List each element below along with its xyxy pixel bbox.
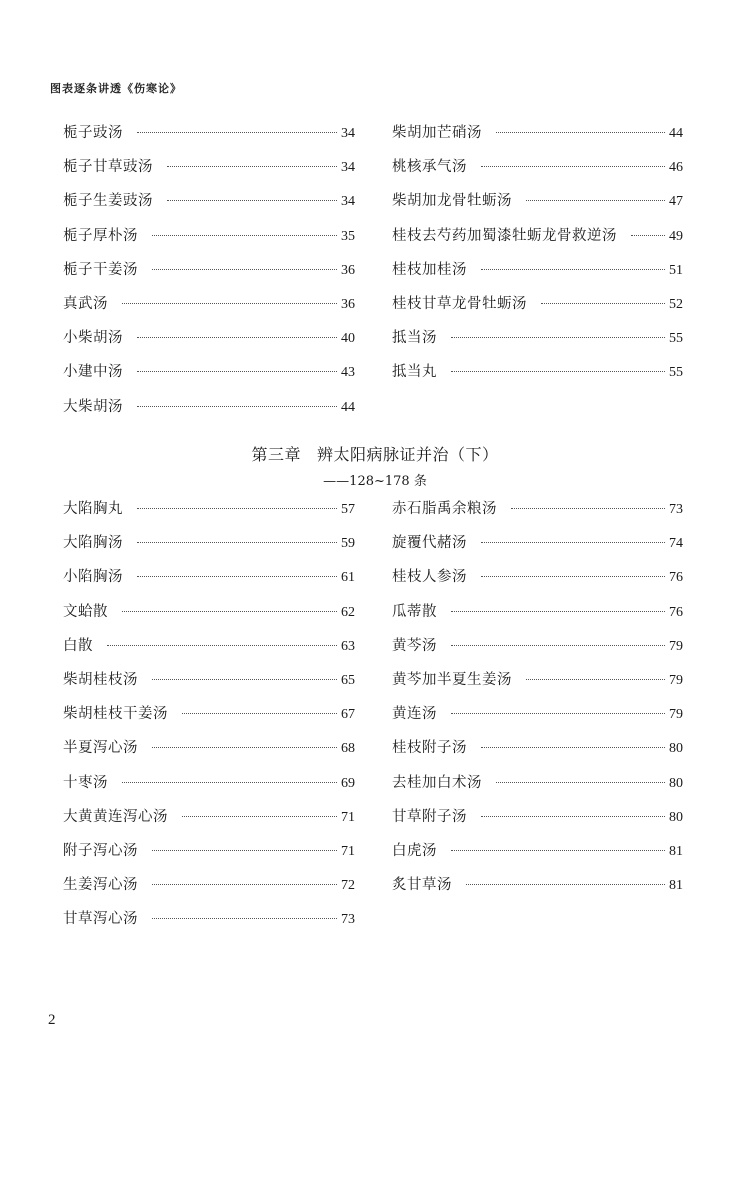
toc-entry-title: 栀子甘草豉汤 [63, 159, 153, 176]
toc-section-chapter-2-continued [63, 121, 683, 429]
toc-entry[interactable] [392, 360, 683, 394]
dot-leader [526, 200, 665, 201]
toc-entry-title: 桂枝加桂汤 [392, 261, 467, 278]
toc-entry-title: 黄芩汤 [392, 637, 437, 654]
toc-entry-title: 大陷胸丸 [63, 501, 123, 517]
toc-entry[interactable] [392, 702, 683, 736]
toc-entry-page: 72 [341, 878, 355, 894]
dot-leader [631, 235, 665, 236]
toc-entry[interactable] [63, 326, 355, 360]
dot-leader [137, 337, 337, 338]
running-header: 图表逐条讲透《伤寒论》 [50, 82, 182, 95]
toc-entry-page: 46 [669, 160, 683, 176]
toc-entry[interactable] [392, 873, 683, 907]
toc-entry-page: 71 [341, 843, 355, 859]
dot-leader [481, 576, 665, 577]
toc-entry-page: 80 [669, 741, 683, 757]
dot-leader [496, 782, 665, 783]
toc-entry[interactable] [392, 155, 683, 189]
dot-leader [137, 576, 337, 577]
dot-leader [152, 884, 337, 885]
dot-leader [137, 132, 337, 133]
toc-entry-page: 36 [341, 262, 355, 278]
toc-entry[interactable] [63, 224, 355, 258]
dot-leader [122, 611, 337, 612]
toc-entry[interactable] [392, 600, 683, 634]
toc-entry-page: 71 [341, 809, 355, 825]
toc-column-left [63, 121, 355, 429]
toc-entry-page: 36 [341, 296, 355, 312]
toc-entry-title: 去桂加白术汤 [392, 774, 482, 791]
toc-entry-page: 69 [341, 775, 355, 791]
toc-entry-page: 68 [341, 741, 355, 757]
toc-entry-page: 34 [341, 126, 355, 141]
toc-entry[interactable] [63, 395, 355, 429]
toc-entry-page: 40 [341, 331, 355, 347]
toc-entry[interactable] [63, 565, 355, 599]
toc-entry-title: 小柴胡汤 [63, 330, 123, 347]
toc-entry-title: 白散 [63, 637, 93, 654]
toc-entry-title: 白虎汤 [392, 842, 437, 859]
toc-entry-page: 47 [669, 194, 683, 210]
toc-entry-title: 附子泻心汤 [63, 842, 138, 859]
toc-entry[interactable] [63, 736, 355, 770]
dot-leader [152, 747, 337, 748]
toc-section-chapter-3 [63, 497, 683, 941]
toc-entry-page: 79 [669, 638, 683, 654]
toc-entry-page: 74 [669, 536, 683, 552]
toc-entry-title: 柴胡加芒硝汤 [392, 125, 482, 141]
chapter-title: 辨太阳病脉证并治（下） [317, 445, 499, 464]
toc-entry[interactable] [392, 189, 683, 223]
toc-entry-title: 甘草泻心汤 [63, 911, 138, 928]
toc-entry[interactable] [63, 360, 355, 394]
toc-entry[interactable] [392, 497, 683, 531]
toc-entry[interactable] [63, 702, 355, 736]
toc-entry[interactable] [392, 805, 683, 839]
toc-entry[interactable] [63, 771, 355, 805]
toc-entry-title: 柴胡桂枝干姜汤 [63, 706, 168, 723]
toc-entry-title: 栀子生姜豉汤 [63, 193, 153, 210]
dot-leader [167, 166, 337, 167]
toc-entry-page: 43 [341, 365, 355, 381]
toc-entry-title: 赤石脂禹余粮汤 [392, 501, 497, 517]
dot-leader [152, 235, 337, 236]
toc-entry[interactable] [63, 292, 355, 326]
chapter-heading [0, 442, 750, 465]
toc-entry[interactable] [392, 121, 683, 155]
toc-entry[interactable] [63, 189, 355, 223]
toc-entry-page: 63 [341, 638, 355, 654]
toc-entry-title: 柴胡加龙骨牡蛎汤 [392, 193, 512, 210]
toc-entry[interactable] [63, 907, 355, 941]
toc-entry-title: 黄连汤 [392, 706, 437, 723]
dot-leader [451, 337, 665, 338]
toc-entry-page: 52 [669, 296, 683, 312]
toc-entry-title: 大陷胸汤 [63, 535, 123, 552]
dot-leader [152, 850, 337, 851]
toc-entry[interactable] [63, 839, 355, 873]
toc-entry[interactable] [392, 668, 683, 702]
toc-entry-page: 73 [669, 502, 683, 517]
dot-leader [466, 884, 665, 885]
toc-entry[interactable] [63, 805, 355, 839]
toc-entry[interactable] [392, 771, 683, 805]
dot-leader [182, 816, 337, 817]
dot-leader [152, 918, 337, 919]
toc-entry-page: 51 [669, 262, 683, 278]
toc-column-left [63, 497, 355, 941]
toc-entry[interactable] [63, 668, 355, 702]
dot-leader [122, 782, 337, 783]
toc-entry-title: 柴胡桂枝汤 [63, 671, 138, 688]
toc-entry-page: 59 [341, 536, 355, 552]
toc-entry-page: 55 [669, 331, 683, 347]
toc-entry[interactable] [392, 565, 683, 599]
dot-leader [451, 371, 665, 372]
toc-entry[interactable] [63, 531, 355, 565]
toc-entry-title: 炙甘草汤 [392, 877, 452, 894]
dot-leader [526, 679, 665, 680]
toc-entry-title: 桃核承气汤 [392, 159, 467, 176]
toc-entry-title: 桂枝附子汤 [392, 740, 467, 757]
toc-entry-page: 44 [669, 126, 683, 141]
dot-leader [137, 406, 337, 407]
dot-leader [481, 816, 665, 817]
page-number: 2 [48, 1012, 56, 1028]
dot-leader [152, 269, 337, 270]
toc-entry[interactable] [63, 121, 355, 155]
toc-entry-title: 栀子豉汤 [63, 125, 123, 141]
toc-entry-page: 76 [669, 604, 683, 620]
toc-entry[interactable] [392, 224, 683, 258]
toc-entry-title: 十枣汤 [63, 774, 108, 791]
toc-entry[interactable] [392, 736, 683, 770]
toc-entry-page: 79 [669, 707, 683, 723]
chapter-number: 第三章 [251, 445, 301, 464]
toc-entry[interactable] [392, 258, 683, 292]
toc-entry-page: 34 [341, 194, 355, 210]
toc-entry-page: 65 [341, 672, 355, 688]
toc-entry-page: 49 [669, 228, 683, 244]
dot-leader [167, 200, 337, 201]
toc-entry-title: 栀子干姜汤 [63, 261, 138, 278]
toc-entry-page: 62 [341, 604, 355, 620]
dot-leader [481, 269, 665, 270]
toc-entry-page: 35 [341, 228, 355, 244]
toc-entry-title: 旋覆代赭汤 [392, 535, 467, 552]
toc-entry-page: 61 [341, 570, 355, 586]
toc-entry[interactable] [392, 292, 683, 326]
dot-leader [451, 850, 665, 851]
toc-entry-title: 抵当汤 [392, 330, 437, 347]
dot-leader [481, 166, 665, 167]
dot-leader [152, 679, 337, 680]
toc-entry-page: 80 [669, 809, 683, 825]
toc-entry[interactable] [63, 258, 355, 292]
toc-entry-title: 真武汤 [63, 295, 108, 312]
dot-leader [182, 713, 337, 714]
toc-entry-title: 小建中汤 [63, 364, 123, 381]
dot-leader [541, 303, 665, 304]
toc-entry-title: 文蛤散 [63, 603, 108, 620]
dot-leader [137, 371, 337, 372]
toc-entry-title: 桂枝去芍药加蜀漆牡蛎龙骨救逆汤 [392, 227, 617, 244]
dot-leader [107, 645, 337, 646]
dot-leader [451, 645, 665, 646]
dot-leader [137, 508, 337, 509]
dot-leader [481, 747, 665, 748]
toc-entry-page: 67 [341, 707, 355, 723]
toc-entry-title: 黄芩加半夏生姜汤 [392, 671, 512, 688]
dot-leader [451, 611, 665, 612]
toc-entry-title: 半夏泻心汤 [63, 740, 138, 757]
toc-entry-page: 34 [341, 160, 355, 176]
toc-entry[interactable] [392, 839, 683, 873]
toc-entry-title: 甘草附子汤 [392, 808, 467, 825]
dot-leader [451, 713, 665, 714]
toc-entry[interactable] [392, 634, 683, 668]
toc-entry-page: 55 [669, 365, 683, 381]
toc-entry[interactable] [392, 326, 683, 360]
dot-leader [496, 132, 665, 133]
dot-leader [137, 542, 337, 543]
toc-entry-title: 大柴胡汤 [63, 398, 123, 415]
toc-column-right [392, 497, 683, 941]
toc-entry[interactable] [392, 531, 683, 565]
toc-entry-page: 44 [341, 399, 355, 415]
toc-entry-page: 73 [341, 912, 355, 928]
toc-entry-title: 桂枝甘草龙骨牡蛎汤 [392, 295, 527, 312]
toc-column-right [392, 121, 683, 429]
toc-entry-page: 81 [669, 843, 683, 859]
toc-entry-title: 小陷胸汤 [63, 569, 123, 586]
toc-entry-title: 大黄黄连泻心汤 [63, 808, 168, 825]
toc-entry-page: 76 [669, 570, 683, 586]
toc-entry-page: 57 [341, 502, 355, 517]
chapter-subtitle: ——128~178 条 [323, 474, 427, 489]
toc-entry-page: 81 [669, 878, 683, 894]
toc-entry-title: 抵当丸 [392, 364, 437, 381]
toc-entry-title: 栀子厚朴汤 [63, 227, 138, 244]
toc-entry-title: 瓜蒂散 [392, 603, 437, 620]
toc-entry-title: 桂枝人参汤 [392, 569, 467, 586]
toc-entry[interactable] [63, 600, 355, 634]
toc-entry-page: 80 [669, 775, 683, 791]
dot-leader [511, 508, 665, 509]
toc-entry-title: 生姜泻心汤 [63, 877, 138, 894]
toc-entry[interactable] [63, 155, 355, 189]
toc-entry[interactable] [63, 497, 355, 531]
toc-entry-page: 79 [669, 672, 683, 688]
toc-entry[interactable] [63, 634, 355, 668]
dot-leader [122, 303, 337, 304]
dot-leader [481, 542, 665, 543]
toc-entry[interactable] [63, 873, 355, 907]
